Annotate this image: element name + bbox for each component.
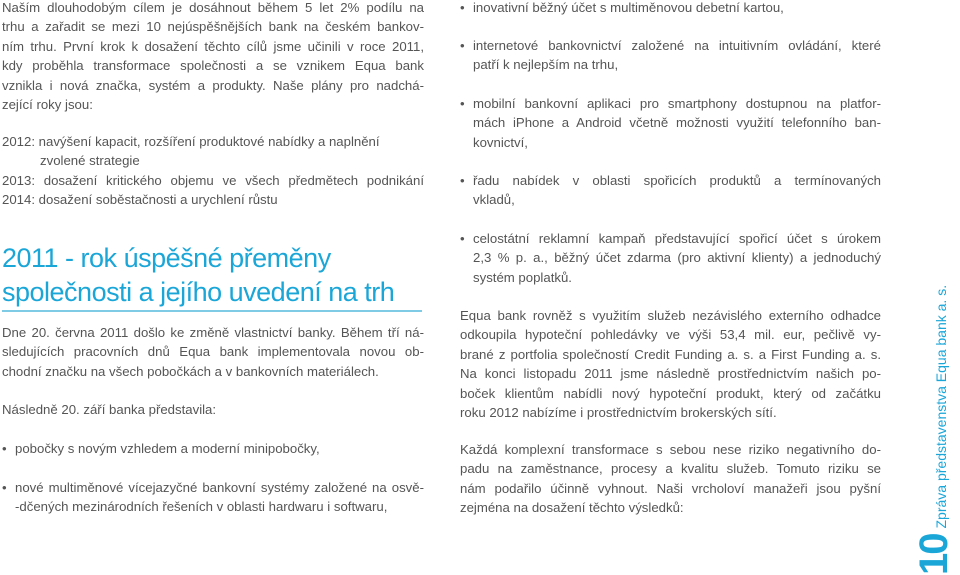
text-line: boček klientům nabídli nový hypoteční produkt, který od začátku	[460, 385, 881, 401]
text-line: 2,3 % p. a., běžný účet zdarma (pro aktivní klienty) a jednoduchý	[473, 250, 881, 266]
list-item	[2, 478, 424, 517]
text-line: inovativní běžný účet s multiměnovou debetní kartou,	[473, 0, 784, 15]
text-line: 2014: dosažení soběstačnosti a urychlení růstu	[2, 192, 278, 208]
text-line: sledujících pracovních dnů Equa bank implementovala novou ob-	[2, 344, 424, 360]
heading-line: společnosti a jejího uvedení na trh	[2, 277, 395, 307]
text-line: padu na zaměstnance, procesy a kvalitu služeb. Tomuto riziku se	[460, 461, 881, 477]
text-line: Equa bank rovněž s využitím služeb nezávislého externího odhadce	[460, 308, 881, 323]
list-item	[2, 439, 424, 458]
bullet-icon: •	[460, 173, 465, 188]
text-line: Každá komplexní transformace s sebou nese riziko negativního do-	[460, 442, 881, 457]
text-line: roku 2012 nabízíme i prostřednictvím brokerských sítí.	[460, 404, 777, 420]
text-line: nám podařilo účinně vyhnout. Naši vrcholoví manažeři jsou pyšní	[460, 480, 881, 496]
text-line: kdy proběhla transformace společnosti a se vznikem Equa bank	[2, 58, 424, 74]
text-line: brané z portfolia společností Credit Funding a. s. a First Funding a. s.	[460, 346, 881, 362]
text-line: mobilní bankovní aplikaci pro smartphony dostupnou na platfor-	[473, 96, 881, 111]
report-title: Zpráva představenstva Equa bank a. s.	[933, 284, 949, 529]
text-line: 2013: dosažení kritického objemu ve všech předmětech podnikání	[2, 172, 424, 188]
text-line: -dčených mezinárodních řešeních v oblasti hardwaru i softwaru,	[15, 499, 388, 515]
text-line: Dne 20. června 2011 došlo ke změně vlastnictví banky. Během tří ná-	[2, 325, 424, 340]
text-line: Naším dlouhodobým cílem je dosáhnout během 5 let 2% podílu na	[2, 0, 424, 15]
bullet-icon: •	[2, 441, 7, 456]
text-line: trhu a zařadit se mezi 10 nejúspěšnějších bank na českém bankov-	[2, 19, 424, 35]
heading-line: 2011 - rok úspěšné přeměny	[2, 243, 331, 273]
list-item	[460, 0, 881, 17]
bullet-icon: •	[460, 96, 465, 111]
list-item	[460, 229, 881, 287]
text-line: patří k nejlepším na trhu,	[473, 57, 619, 73]
transformation-paragraph	[460, 440, 881, 518]
text-line: Na konci listopadu 2011 jsme následně prostřednictvím našich po-	[460, 366, 881, 382]
text-line: vznikla i nová značka, systém a produkty. Naše plány pro nadchá-	[2, 77, 424, 93]
heading-divider	[2, 310, 422, 312]
text-line: celostátní reklamní kampaň představující spořicí účet s úrokem	[473, 231, 881, 246]
text-line: ním trhu. První krok k dosažení těchto cílů jsme učinili v roce 2011,	[2, 38, 424, 54]
bullet-icon: •	[2, 480, 7, 495]
ownership-paragraph	[2, 323, 424, 381]
text-line: zvolené strategie	[40, 153, 140, 169]
text-line: odkoupila hypoteční pohledávky ve výši 53,4 mil. eur, pečlivě vy-	[460, 327, 881, 343]
text-line: chodní značku na všech pobočkách a v bankovních materiálech.	[2, 363, 379, 379]
text-line: řadu nabídek v oblasti spořicích produktů a termínovaných	[473, 173, 881, 188]
list-item	[460, 94, 881, 152]
bullet-icon: •	[460, 231, 465, 246]
bullet-icon: •	[460, 38, 465, 53]
text-line: systém poplatků.	[473, 269, 572, 285]
list-item	[460, 171, 881, 210]
text-line: internetové bankovnictví založené na intuitivním ovládání, které	[473, 38, 881, 53]
intro-paragraph	[2, 0, 424, 114]
text-line: 2012: navýšení kapacit, rozšíření produktové nabídky a naplnění	[2, 134, 380, 149]
plans-list	[2, 132, 424, 210]
text-line: vkladů,	[473, 192, 515, 208]
text-line: mách iPhone a Android včetně možnosti využití telefonního ban-	[473, 115, 881, 131]
text-line: zejména na dosažení těchto výsledků:	[460, 500, 684, 516]
intro-list-paragraph	[2, 400, 424, 419]
text-line: nové multiměnové vícejazyčné bankovní systémy založené na osvě-	[15, 480, 424, 495]
page-footer-vertical	[912, 284, 956, 575]
list-item	[460, 36, 881, 75]
text-line: pobočky s novým vzhledem a moderní minipobočky,	[15, 441, 320, 456]
text-line: zející roky jsou:	[2, 96, 93, 112]
section-heading	[2, 241, 424, 309]
mortgage-paragraph	[460, 306, 881, 422]
text-line: kovnictví,	[473, 134, 528, 150]
page-number: 10	[912, 534, 956, 575]
text-line: Následně 20. září banka představila:	[2, 402, 217, 417]
bullet-icon: •	[460, 0, 465, 15]
